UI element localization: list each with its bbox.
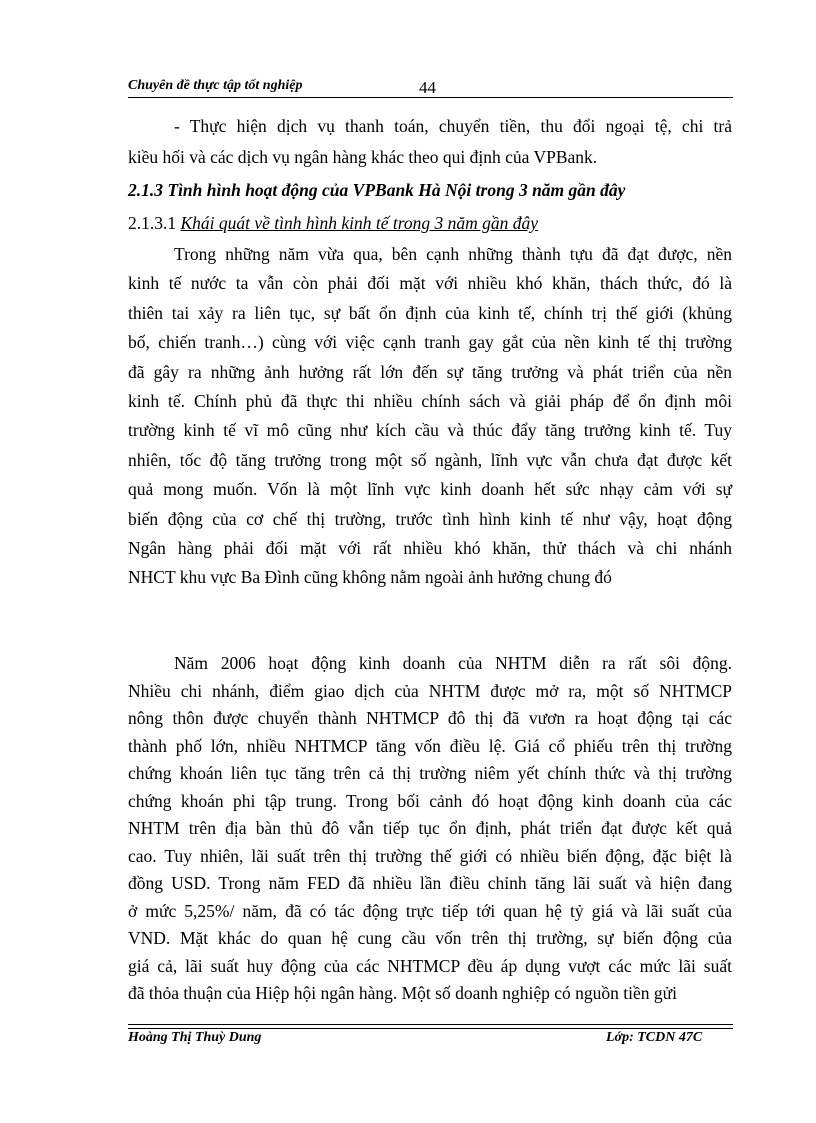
paragraph-line: thành phố lớn, nhiều NHTMCP tăng vốn điều lệ. Giá cổ phiếu trên thị trường <box>128 735 732 756</box>
paragraph-line: chứng khoán phi tập trung. Trong bối cảnh đó hoạt động kinh doanh của các <box>128 790 732 811</box>
header-title: Chuyên đề thực tập tốt nghiệp <box>128 78 303 93</box>
paragraph-line: thiên tai xảy ra liên tục, sự bất ổn định của kinh tế, chính trị thế giới (khủng <box>128 302 732 323</box>
paragraph-line: NHCT khu vực Ba Đình cũng không nằm ngoài ảnh hưởng chung đó <box>128 567 612 588</box>
intro-line: - Thực hiện dịch vụ thanh toán, chuyển tiền, thu đổi ngoại tệ, chi trả <box>174 116 732 136</box>
paragraph-line: NHTM trên địa bàn thủ đô vẫn tiếp tục ổn định, phát triển đạt được kết quả <box>128 818 732 838</box>
paragraph-line: nhiên, tốc độ tăng trưởng trong một số ngành, lĩnh vực vẫn chưa đạt được kết <box>128 449 732 470</box>
page-header <box>128 76 733 96</box>
intro-line: kiều hối và các dịch vụ ngân hàng khác theo qui định của VPBank. <box>128 147 598 167</box>
footer-rule <box>128 1024 733 1025</box>
paragraph-line: kinh tế. Chính phủ đã thực thi nhiều chính sách và giải pháp để ổn định môi <box>128 391 732 411</box>
paragraph-line: VND. Mặt khác do quan hệ cung cầu vốn trên thị trường, sự biến động của <box>128 928 732 948</box>
paragraph-line: trường kinh tế vĩ mô cũng như kích cầu và thúc đẩy tăng trưởng kinh tế. Tuy <box>128 420 732 441</box>
paragraph-line: Ngân hàng phải đối mặt với rất nhiều khó khăn, thử thách và chi nhánh <box>128 538 732 558</box>
footer-author: Hoàng Thị Thuỳ Dung <box>128 1030 262 1045</box>
paragraph-line: bố, chiến tranh…) cùng với việc cạnh tranh gay gắt của nền kinh tế thị trường <box>128 332 732 353</box>
header-rule <box>128 97 733 98</box>
page-number: 44 <box>419 78 436 97</box>
subsection-number: 2.1.3.1 <box>128 213 177 233</box>
footer-rule <box>128 1028 733 1029</box>
paragraph-line: Năm 2006 hoạt động kinh doanh của NHTM diễn ra rất sôi động. <box>174 653 732 673</box>
paragraph-line: đồng USD. Trong năm FED đã nhiều lần điều chỉnh tăng lãi suất và hiện đang <box>128 873 732 893</box>
paragraph-line: giá cả, lãi suất huy động của các NHTMCP đều áp dụng vượt các mức lãi suất <box>128 955 732 976</box>
paragraph-line: Nhiều chi nhánh, điểm giao dịch của NHTM được mở ra, một số NHTMCP <box>128 680 732 701</box>
paragraph-line: cao. Tuy nhiên, lãi suất trên thị trường thế giới có nhiều biến động, đặc biệt là <box>128 845 732 866</box>
paragraph-line: Trong những năm vừa qua, bên cạnh những thành tựu đã đạt được, nền <box>174 244 732 264</box>
footer-class: Lớp: TCDN 47C <box>606 1030 703 1045</box>
paragraph-line: nông thôn được chuyển thành NHTMCP đô thị đã vươn ra hoạt động tại các <box>128 708 732 728</box>
paragraph-line: ở mức 5,25%/ năm, đã có tác động trực tiếp tới quan hệ tỷ giá và lãi suất của <box>128 900 732 921</box>
paragraph-line: chứng khoán liên tục tăng trên cả thị trường niêm yết chính thức và thị trường <box>128 763 732 783</box>
section-heading: 2.1.3 Tình hình hoạt động của VPBank Hà Nội trong 3 năm gần đây <box>128 180 626 200</box>
paragraph-line: kinh tế nước ta vẫn còn phải đối mặt với nhiều khó khăn, thách thức, đó là <box>128 273 732 294</box>
paragraph-line: đã gây ra những ảnh hưởng rất lớn đến sự tăng trưởng và phát triển của nền <box>128 361 732 382</box>
paragraph-line: đã thỏa thuận của Hiệp hội ngân hàng. Một số doanh nghiệp có nguồn tiền gửi <box>128 983 677 1003</box>
subsection-heading <box>128 212 732 234</box>
subsection-title: Khái quát về tình hình kinh tế trong 3 năm gần đây <box>180 213 539 233</box>
paragraph-line: quả mong muốn. Vốn là một lĩnh vực kinh doanh hết sức nhạy cảm với sự <box>128 479 732 500</box>
paragraph-line: biến động của cơ chế thị trường, trước tình hình kinh tế như vậy, hoạt động <box>128 508 732 529</box>
